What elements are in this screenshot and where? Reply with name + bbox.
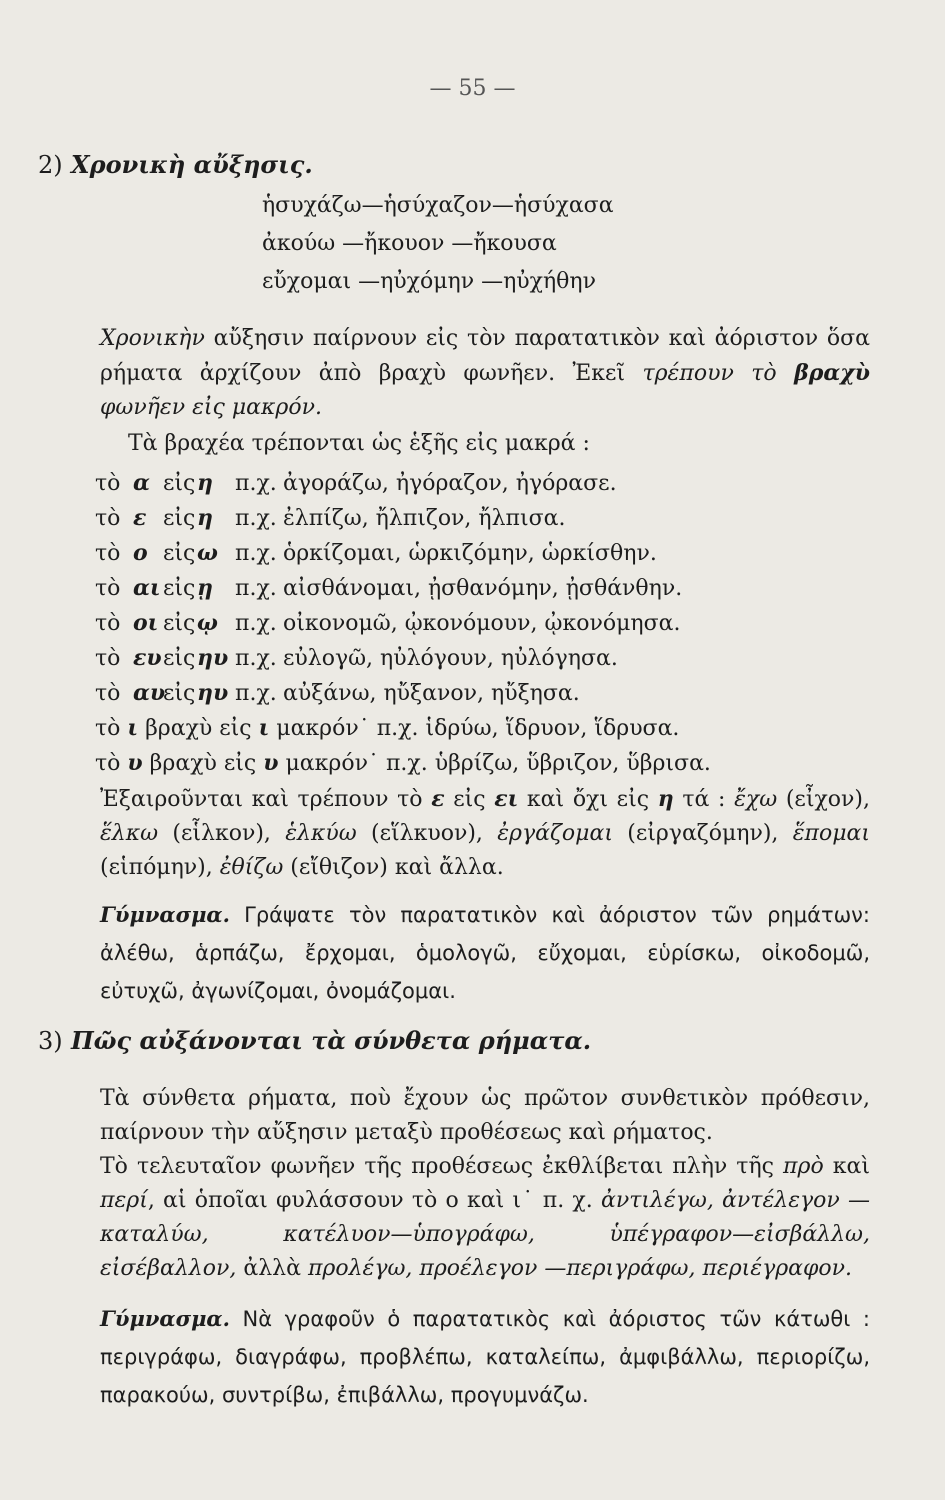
rule-target: ω bbox=[197, 540, 218, 566]
rule-example: ἐλπίζω, ἤλπιζον, ἤλπισα. bbox=[283, 506, 566, 531]
rule-example: οἰκονομῶ, ᾠκονόμουν, ᾠκονόμησα. bbox=[283, 611, 681, 636]
compound-verbs-paragraph: Τὰ σύνθετα ρήματα, ποὺ ἔχουν ὡς πρῶτον συνθετικὸν πρόθεσιν, παίρνουν τὴν αὔξησιν μεταξὺ προθέσεως καὶ ρήματος. bbox=[100, 1086, 870, 1145]
p2-text: Τὸ τελευταῖον φωνῆεν τῆς προθέσεως ἐκθλίβεται πλὴν τῆς bbox=[100, 1154, 784, 1179]
exc-text: (εἴθιζον) καὶ ἄλλα. bbox=[283, 855, 504, 880]
rule-px: π.χ. bbox=[235, 506, 277, 531]
exc-text: (εἵλκυον), bbox=[356, 821, 498, 846]
rule-vowel: α bbox=[133, 470, 150, 496]
exercise-label: Γύμνασμα. bbox=[100, 1306, 230, 1331]
rule-vowel: αυ bbox=[133, 680, 166, 706]
exc-vowel: η bbox=[657, 786, 674, 812]
rule-px: π.χ. bbox=[235, 681, 277, 706]
rule-target: η bbox=[197, 470, 213, 496]
rule-text: τὸ bbox=[95, 751, 128, 776]
p2-text: καὶ bbox=[823, 1154, 870, 1179]
p2-prep: πρὸ bbox=[783, 1154, 824, 1179]
rule-px: π.χ. bbox=[235, 576, 277, 601]
rule-eis: εἰς bbox=[163, 541, 196, 566]
rule-vowel: οι bbox=[133, 610, 159, 636]
vowel-rules-list bbox=[95, 466, 711, 781]
rule-row bbox=[95, 606, 711, 641]
rule-px: π.χ. bbox=[235, 471, 277, 496]
rule-row-upsilon bbox=[95, 746, 711, 781]
rules-intro: Τὰ βραχέα τρέπονται ὡς ἑξῆς εἰς μακρά : bbox=[128, 431, 590, 456]
rule-target: ηυ bbox=[197, 680, 229, 706]
rule-row bbox=[95, 501, 711, 536]
rule-target: ι bbox=[258, 715, 270, 741]
rule-article: τὸ bbox=[95, 541, 121, 566]
exc-text: εἰς bbox=[444, 787, 495, 812]
rule-article: τὸ bbox=[95, 611, 121, 636]
exc-text: (εἰργαζόμην), bbox=[612, 821, 793, 846]
temporal-augment-paragraph bbox=[100, 322, 870, 425]
exc-vowel: ει bbox=[494, 786, 519, 812]
rule-article: τὸ bbox=[95, 471, 121, 496]
exercise-text: Γράψατε τὸν παρατατικὸν καὶ ἀόριστον τῶν ρημάτων: ἀλέθω, ἁρπάζω, ἔρχομαι, ὁμολογῶ, εὔχομαι, εὑρίσκω, οἰκοδομῶ, εὐτυχῶ, ἀγωνίζομαι, ὀνομάζομαι. bbox=[100, 903, 870, 1003]
rule-example: αἰσθάνομαι, ᾐσθανόμην, ᾐσθάνθην. bbox=[283, 576, 683, 601]
emphasis-text-2: φωνῆεν εἰς μακρόν. bbox=[100, 395, 322, 420]
rule-target: ῃ bbox=[197, 575, 213, 601]
exceptions-paragraph bbox=[100, 782, 870, 885]
exc-text: (εἷλκον), bbox=[158, 821, 286, 846]
rule-vowel: ε bbox=[133, 505, 147, 531]
exc-text: Ἐξαιροῦνται καὶ τρέπουν τὸ bbox=[100, 787, 432, 812]
exc-verb: ἕπομαι bbox=[792, 821, 871, 846]
rule-px: π.χ. bbox=[235, 611, 277, 636]
example-line-2: ἀκούω —ἤκουον —ἤκουσα bbox=[262, 231, 557, 256]
rule-eis: εἰς bbox=[163, 681, 196, 706]
exercise-label: Γύμνασμα. bbox=[100, 902, 230, 927]
rule-text: μακρόν˙ π.χ. ἱδρύω, ἵδρυον, ἵδρυσα. bbox=[269, 716, 680, 741]
rule-eis: εἰς bbox=[163, 646, 196, 671]
rule-vowel: ευ bbox=[133, 645, 162, 671]
exercise-1 bbox=[100, 896, 870, 1010]
rule-example: ὁρκίζομαι, ὡρκιζόμην, ὡρκίσθην. bbox=[283, 541, 657, 566]
exc-vowel: ε bbox=[431, 786, 445, 812]
section-3-number: 3) bbox=[38, 1027, 63, 1055]
rule-vowel: υ bbox=[127, 750, 143, 776]
rule-px: π.χ. bbox=[235, 541, 277, 566]
rule-text: βραχὺ εἰς bbox=[138, 716, 259, 741]
rule-text: μακρόν˙ π.χ. ὑβρίζω, ὕβριζον, ὕβρισα. bbox=[278, 751, 711, 776]
rule-text: τὸ bbox=[95, 716, 128, 741]
rule-target: ῳ bbox=[197, 610, 218, 636]
preposition-paragraph bbox=[100, 1150, 870, 1286]
rule-eis: εἰς bbox=[163, 576, 196, 601]
rule-article: τὸ bbox=[95, 576, 121, 601]
rule-article: τὸ bbox=[95, 681, 121, 706]
p2-text: ἀλλὰ bbox=[236, 1256, 308, 1281]
exc-verb: ἔχω bbox=[734, 787, 778, 812]
example-line-3: εὔχομαι —ηὐχόμην —ηὐχήθην bbox=[262, 269, 596, 294]
exc-text: (εἶχον), bbox=[777, 787, 870, 812]
p2-examples-2: προλέγω, προέλεγον —περιγράφω, περιέγραφον. bbox=[307, 1256, 853, 1281]
rule-px: π.χ. bbox=[235, 646, 277, 671]
rule-row-iota bbox=[95, 711, 711, 746]
rule-row bbox=[95, 466, 711, 501]
rule-row bbox=[95, 536, 711, 571]
exc-verb: ἑλκύω bbox=[285, 821, 357, 846]
emphasis-bold: βραχὺ bbox=[794, 360, 870, 386]
rule-target: ηυ bbox=[197, 645, 229, 671]
section-3-title: Πῶς αὐξάνονται τὰ σύνθετα ρήματα. bbox=[71, 1026, 592, 1055]
example-line-1: ἡσυχάζω—ἡσύχαζον—ἡσύχασα bbox=[262, 193, 614, 218]
rule-vowel: ο bbox=[133, 540, 148, 566]
exc-text: (εἱπόμην), bbox=[100, 855, 220, 880]
rule-article: τὸ bbox=[95, 506, 121, 531]
section-2-heading bbox=[38, 150, 313, 179]
paragraph-text: αὔξησιν παίρνουν εἰς τὸν παρατατικὸν καὶ ἀόριστον ὅσα ρήματα ἀρχίζουν ἀπὸ βραχὺ φωνῆεν. Ἐκεῖ bbox=[100, 326, 870, 386]
section-3-heading bbox=[38, 1026, 591, 1055]
exc-verb: ἐθίζω bbox=[219, 855, 284, 880]
rule-row bbox=[95, 641, 711, 676]
rule-eis: εἰς bbox=[163, 611, 196, 636]
term-chronikin: Χρονικὴν bbox=[100, 326, 205, 351]
exercise-text: Νὰ γραφοῦν ὁ παρατατικὸς καὶ ἀόριστος τῶν κάτωθι : περιγράφω, διαγράφω, προβλέπω, καταλείπω, ἀμφιβάλλω, περιορίζω, παρακούω, συντρίβω, ἐπιβάλλω, προγυμνάζω. bbox=[100, 1307, 870, 1407]
rule-eis: εἰς bbox=[163, 471, 196, 496]
rule-vowel: ι bbox=[127, 715, 139, 741]
emphasis-text: τρέπουν τὸ bbox=[642, 361, 777, 386]
section-2-title: Χρονικὴ αὔξησις. bbox=[71, 150, 313, 179]
rule-vowel: αι bbox=[133, 575, 161, 601]
section-2-number: 2) bbox=[38, 151, 63, 179]
rule-target: υ bbox=[263, 750, 279, 776]
rule-row bbox=[95, 676, 711, 711]
page-number: — 55 — bbox=[429, 76, 516, 101]
exc-text: τά : bbox=[673, 787, 735, 812]
rule-example: ἀγοράζω, ἠγόραζον, ἠγόρασε. bbox=[283, 471, 617, 496]
exercise-2 bbox=[100, 1300, 870, 1414]
p2-prep: περί bbox=[100, 1188, 148, 1213]
rule-article: τὸ bbox=[95, 646, 121, 671]
exc-verb: ἐργάζομαι bbox=[497, 821, 613, 846]
rule-row bbox=[95, 571, 711, 606]
rule-example: αὐξάνω, ηὔξανον, ηὔξησα. bbox=[283, 681, 580, 706]
exc-text: καὶ ὄχι εἰς bbox=[518, 787, 658, 812]
rule-text: βραχὺ εἰς bbox=[142, 751, 264, 776]
rule-eis: εἰς bbox=[163, 506, 196, 531]
rule-target: η bbox=[197, 505, 213, 531]
p2-text: , αἱ ὁποῖαι φυλάσσουν τὸ ο καὶ ι˙ π. χ. bbox=[147, 1188, 601, 1213]
exc-verb: ἕλκω bbox=[100, 821, 159, 846]
rule-example: εὐλογῶ, ηὐλόγουν, ηὐλόγησα. bbox=[283, 646, 618, 671]
p2-examples: ἀντιλέγω, ἀντέλεγον —καταλύω, κατέλυον—ὑπογράφω, ὑπέγραφον—εἰσβάλλω, εἰσέβαλλον, bbox=[100, 1188, 870, 1281]
